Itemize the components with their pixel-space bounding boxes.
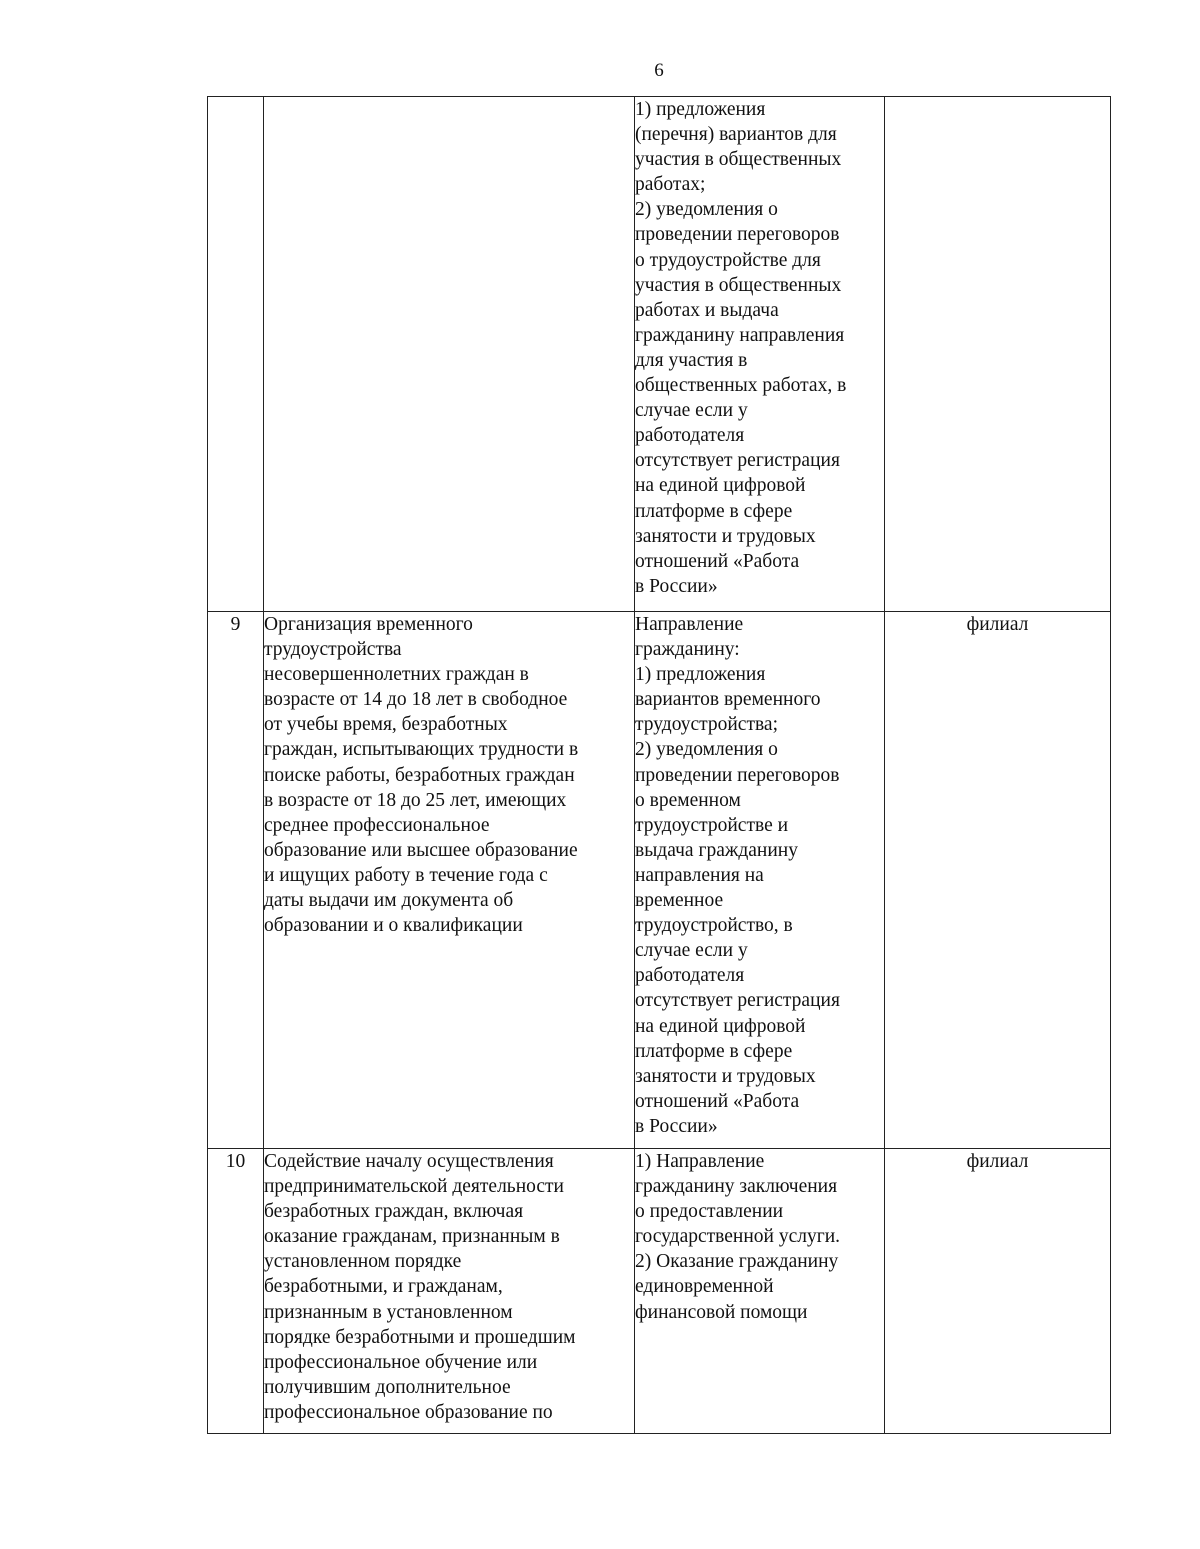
service-executor: филиал xyxy=(885,612,1111,1149)
table-row xyxy=(208,1149,1111,1434)
table-row xyxy=(208,97,1111,612)
table-row xyxy=(208,612,1111,1149)
service-executor xyxy=(885,97,1111,612)
service-result: 1) предложения (перечня) вариантов для участия в общественных работах; 2) уведомления о проведении переговоров о трудоустройстве для участия в общественных работах и выдача гражданину направления для участия в общественных работах, в случае если у работодателя отсутствует регистрация на единой цифровой платформе в сфере занятости и трудовых отношений «Работа в России» xyxy=(635,97,885,612)
service-name xyxy=(264,97,635,612)
service-name: Содействие началу осуществления предпринимательской деятельности безработных граждан, включая оказание гражданам, признанным в установленном порядке безработными, и гражданам, признанным в установленном порядке безработными и прошедшим профессиональное обучение или получившим дополнительное профессиональное образование по xyxy=(264,1149,635,1434)
service-executor: филиал xyxy=(885,1149,1111,1434)
service-name: Организация временного трудоустройства несовершеннолетних граждан в возрасте от 14 до 18 лет в свободное от учебы время, безработных граждан, испытывающих трудности в поиске работы, безработных граждан в возрасте от 18 до 25 лет, имеющих среднее профессиональное образование или высшее образование и ищущих работу в течение года с даты выдачи им документа об образовании и о квалификации xyxy=(264,612,635,1149)
row-number: 10 xyxy=(208,1149,264,1434)
service-result: 1) Направление гражданину заключения о предоставлении государственной услуги. 2) Оказание гражданину единовременной финансовой помощи xyxy=(635,1149,885,1434)
service-result: Направление гражданину: 1) предложения вариантов временного трудоустройства; 2) уведомления о проведении переговоров о временном трудоустройстве и выдача гражданину направления на временное трудоустройство, в случае если у работодателя отсутствует регистрация на единой цифровой платформе в сфере занятости и трудовых отношений «Работа в России» xyxy=(635,612,885,1149)
page-number: 6 xyxy=(654,60,664,81)
services-table xyxy=(207,96,1111,1434)
row-number: 9 xyxy=(208,612,264,1149)
row-number xyxy=(208,97,264,612)
